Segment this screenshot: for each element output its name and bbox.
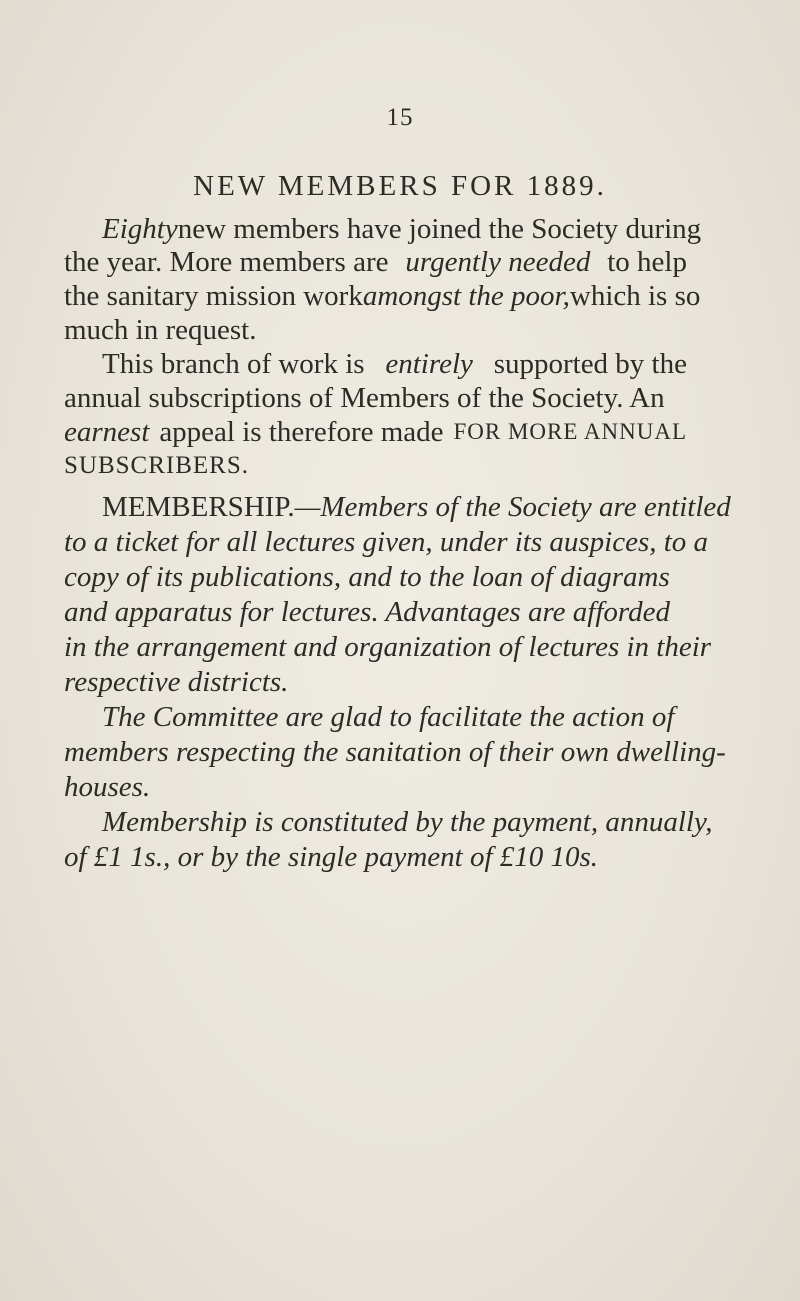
committee-line-1: The Committee are glad to facilitate the action of [102,701,675,733]
membership-line-5: in the arrangement and organization of lectures in their [64,631,712,663]
membership-text: —Members of the Society are entitled [294,491,731,523]
membership-label: MEMBERSHIP. [102,491,295,523]
body-text: to help [607,246,687,278]
paragraph-1-line-2 [64,245,687,279]
payment-line-1: Membership is constituted by the payment, annually, [102,806,713,838]
committee-line-3: houses. [64,771,151,803]
paragraph-2-line-4: SUBSCRIBERS. [64,452,249,479]
emphasis-text: amongst the poor, [362,280,570,312]
body-text: which is so [569,280,701,312]
section-heading: NEW MEMBERS FOR 1889. [193,170,607,202]
paragraph-2-line-2 [64,381,687,415]
emphasis-text: urgently needed [405,246,591,278]
paragraph-2-line-1 [102,347,687,381]
body-text-span: annual subscriptions of Members of the Society. An [64,382,665,414]
body-text: new members have joined the Society during [177,213,702,245]
body-text: the year. More members are [64,246,389,278]
membership-line-3: copy of its publications, and to the loan of diagrams [64,561,670,593]
paragraph-1-line-4: much in request. [64,314,257,346]
small-caps-text: FOR MORE ANNUAL [453,419,687,444]
committee-line-2: members respecting the sanitation of their own dwelling- [64,736,726,768]
body-text [64,381,687,415]
paragraph-1-line-1 [102,212,702,246]
payment-line-2: of £1 1s., or by the single payment of £10 10s. [64,841,599,873]
body-text: appeal is therefore made [159,416,444,448]
membership-line-2: to a ticket for all lectures given, under its auspices, to a [64,526,709,558]
body-text: supported by the [493,348,687,380]
paragraph-2-line-3 [64,415,687,449]
membership-line-1 [102,490,731,524]
membership-line-6: respective districts. [64,666,289,698]
emphasis-text: earnest [64,416,150,448]
emphasis-text: entirely [385,348,473,380]
page-number: 15 [386,104,414,131]
body-text: This branch of work is [102,348,365,380]
membership-line-4: and apparatus for lectures. Advantages are afforded [64,596,670,628]
paragraph-1-line-3 [64,279,701,313]
body-text: the sanitary mission work [64,280,363,312]
emphasis-text: Eighty [102,213,178,245]
